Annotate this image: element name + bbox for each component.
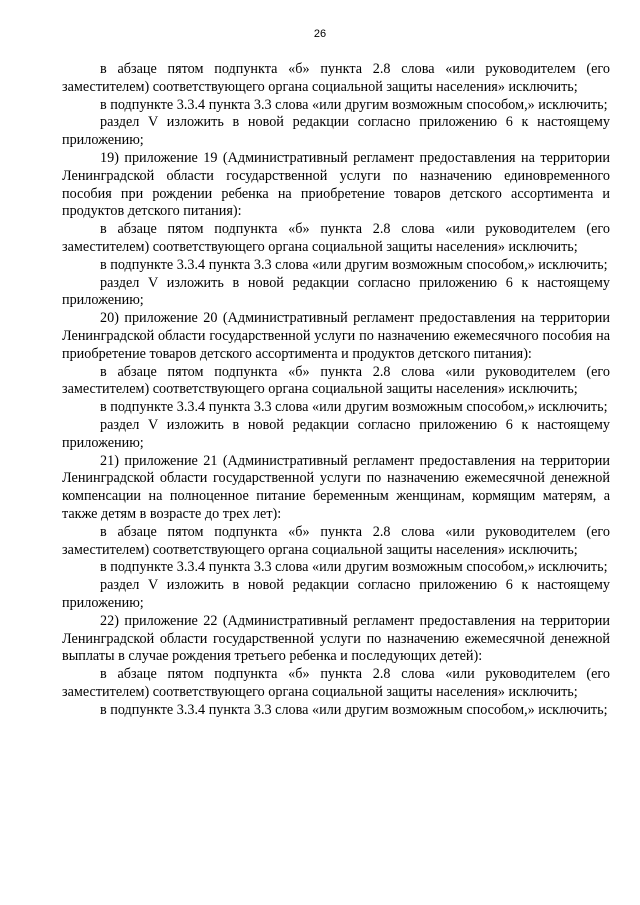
paragraph: в подпункте 3.3.4 пункта 3.3 слова «или другим возможным способом,» исключить; bbox=[100, 559, 608, 576]
page-number: 26 bbox=[313, 28, 327, 40]
paragraph: в абзаце пятом подпункта «б» пункта 2.8 слова «или руководителем (его заместителем) соответствующего органа социальной защиты населения» исключить; bbox=[62, 363, 610, 398]
paragraph: 19) приложение 19 (Административный регламент предоставления на территории Ленинградской области государственной услуги по назначению единовременного пособия при рождении ребенка на приобретение товаров детского ассортимента и продуктов детского питания): bbox=[62, 149, 610, 220]
paragraph: раздел V изложить в новой редакции согласно приложению 6 к настоящему приложению; bbox=[62, 274, 610, 309]
paragraph: в абзаце пятом подпункта «б» пункта 2.8 слова «или руководителем (его заместителем) соответствующего органа социальной защиты населения» исключить; bbox=[62, 523, 610, 558]
paragraph: 22) приложение 22 (Административный регламент предоставления на территории Ленинградской области государственной услуги по назначению ежемесячной денежной выплаты в случае рождения третьего ребенка и последующих детей): bbox=[62, 612, 610, 665]
paragraph: раздел V изложить в новой редакции согласно приложению 6 к настоящему приложению; bbox=[62, 577, 610, 611]
paragraph: раздел V изложить в новой редакции согласно приложению 6 к настоящему приложению; bbox=[62, 114, 610, 149]
paragraph: в абзаце пятом подпункта «б» пункта 2.8 слова «или руководителем (его заместителем) соответствующего органа социальной защиты населения» исключить; bbox=[62, 666, 610, 700]
paragraph: 20) приложение 20 (Административный регламент предоставления на территории Ленинградской области государственной услуги по назначению ежемесячного пособия на приобретение товаров детского ассортимента и продуктов детского питания): bbox=[62, 310, 610, 362]
paragraph: раздел V изложить в новой редакции согласно приложению 6 к настоящему приложению; bbox=[62, 416, 610, 451]
paragraph: в подпункте 3.3.4 пункта 3.3 слова «или другим возможным способом,» исключить; bbox=[100, 399, 608, 416]
paragraph: в подпункте 3.3.4 пункта 3.3 слова «или другим возможным способом,» исключить; bbox=[100, 701, 608, 718]
document-body bbox=[62, 61, 610, 719]
paragraph: в абзаце пятом подпункта «б» пункта 2.8 слова «или руководителем (его заместителем) соответствующего органа социальной защиты населения» исключить; bbox=[62, 221, 610, 255]
paragraph: в абзаце пятом подпункта «б» пункта 2.8 слова «или руководителем (его заместителем) соответствующего органа социальной защиты населения» исключить; bbox=[62, 61, 610, 95]
paragraph: в подпункте 3.3.4 пункта 3.3 слова «или другим возможным способом,» исключить; bbox=[100, 96, 608, 113]
paragraph: 21) приложение 21 (Административный регламент предоставления на территории Ленинградской области государственной услуги по назначению ежемесячной денежной компенсации на полноценное питание беременным женщинам, кормящим матерям, а также детям в возрасте до трех лет): bbox=[62, 452, 610, 522]
paragraph: в подпункте 3.3.4 пункта 3.3 слова «или другим возможным способом,» исключить; bbox=[100, 256, 608, 273]
